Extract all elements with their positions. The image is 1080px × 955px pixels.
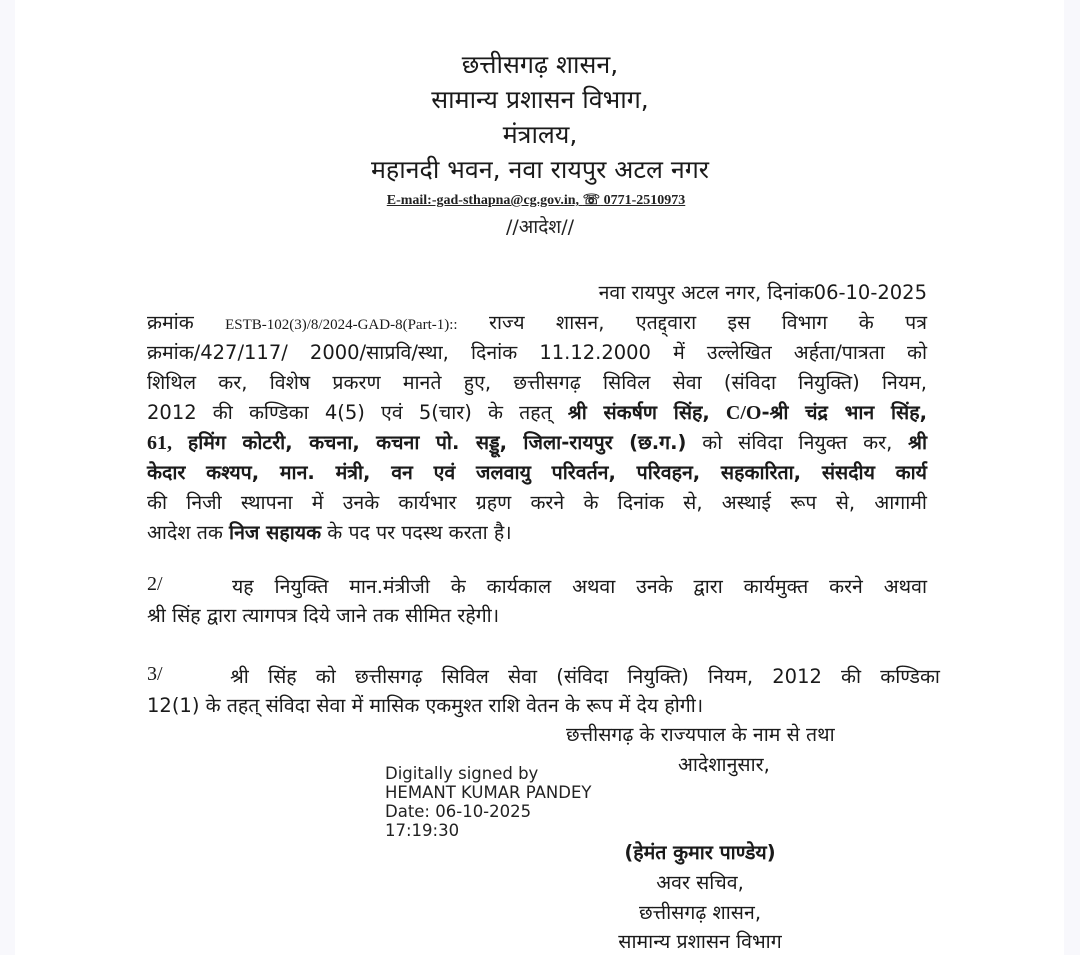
address-number: 61, [147,432,172,454]
para2-line2: श्री सिंह द्वारा त्यागपत्र दिये जाने तक सीमित रहेगी। [147,604,500,627]
para1-line1 [147,308,927,335]
signatory-org2: सामान्य प्रशासन विभाग [618,930,782,953]
para2-line1: यह नियुक्ति मान.मंत्रीजी के कार्यकाल अथवा उनके द्वारा कार्यमुक्त करने अथवा [232,575,927,598]
signature-label: Digitally signed by [385,764,539,783]
signature-date: Date: 06-10-2025 [385,802,532,821]
para3-line1: श्री सिंह को छत्तीसगढ़ सिविल सेवा (संविदा नियुक्ति) नियम, 2012 की कण्डिका [230,665,940,688]
para1-text: के पद पर पदस्थ करता है। [327,521,512,544]
appointee-name: श्री संकर्षण सिंह, [567,401,710,424]
para1-text: 2012 की कण्डिका 4(5) एवं 5(चार) के तहत् [147,401,552,424]
para1-line7: की निजी स्थापना में उनके कार्यभार ग्रहण करने के दिनांक से, अस्थाई रूप से, आगामी [147,491,927,514]
signatory-name [600,838,800,865]
authority-line2: आदेशानुसार, [678,753,770,776]
post-title: निज सहायक [229,521,322,544]
contact-line [0,192,1072,209]
signatory-designation: अवर सचिव, [656,871,744,894]
para1-line6 [147,458,927,485]
para1-text: को संविदा नियुक्त कर, [702,431,893,454]
header-address: महानदी भवन, नवा रायपुर अटल नगर [370,155,710,184]
header-ministry: मंत्रालय, [502,120,578,149]
para1-line5 [147,428,927,455]
header-department: सामान्य प्रशासन विभाग, [431,85,649,114]
para2-number: 2/ [147,573,163,595]
para1-text: आदेश तक [147,521,223,544]
para3-line2: 12(1) के तहत् संविदा सेवा में मासिक एकमुश्त राशि वेतन के रूप में देय होगी। [147,694,704,717]
minister-honorific: श्री [908,431,927,454]
para1-text: राज्य शासन, एतद्द्वारा इस विभाग के पत्र [489,311,928,334]
guardian-name: -श्री चंद्र भान सिंह, [761,401,927,424]
care-of-label: C/O [725,402,762,424]
email-address: E-mail:-gad-sthapna@cg.gov.in, [386,193,580,208]
signatory-name-text: (हेमंत कुमार पाण्डेय) [624,841,776,864]
telephone-icon: ☏ [582,193,601,208]
order-number-label: क्रमांक [147,311,194,334]
authority-line1: छत्तीसगढ़ के राज्यपाल के नाम से तथा [566,723,835,746]
signatory-org1: छत्तीसगढ़ शासन, [638,901,762,924]
appointee-address: हमिंग कोटरी, कचना, कचना पो. सड्डू, जिला-रायपुर (छ.ग.) [187,431,687,454]
order-title: //आदेश// [505,216,575,238]
order-reference: ESTB-102(3)/8/2024-GAD-8(Part-1):: [225,317,458,333]
header-government: छत्तीसगढ़ शासन, [461,50,619,79]
para3-number: 3/ [147,663,163,685]
minister-name-portfolio: केदार कश्यप, मान. मंत्री, वन एवं जलवायु परिवर्तन, परिवहन, सहकारिता, संसदीय कार्य [147,461,927,484]
signature-time: 17:19:30 [385,821,460,840]
para1-line4 [147,398,927,425]
para1-line2: क्रमांक/427/117/ 2000/साप्रवि/स्था, दिनांक 11.12.2000 में उल्लेखित अर्हता/पात्रता को [147,341,927,364]
dateline: नवा रायपुर अटल नगर, दिनांक06-10-2025 [598,281,927,304]
digital-signature [385,764,591,840]
phone-number: 0771-2510973 [603,193,686,208]
para1-line3: शिथिल कर, विशेष प्रकरण मानते हुए, छत्तीसगढ़ सिविल सेवा (संविदा नियुक्ति) नियम, [147,371,927,394]
signer-name: HEMANT KUMAR PANDEY [385,783,592,802]
para1-line8 [147,518,512,545]
